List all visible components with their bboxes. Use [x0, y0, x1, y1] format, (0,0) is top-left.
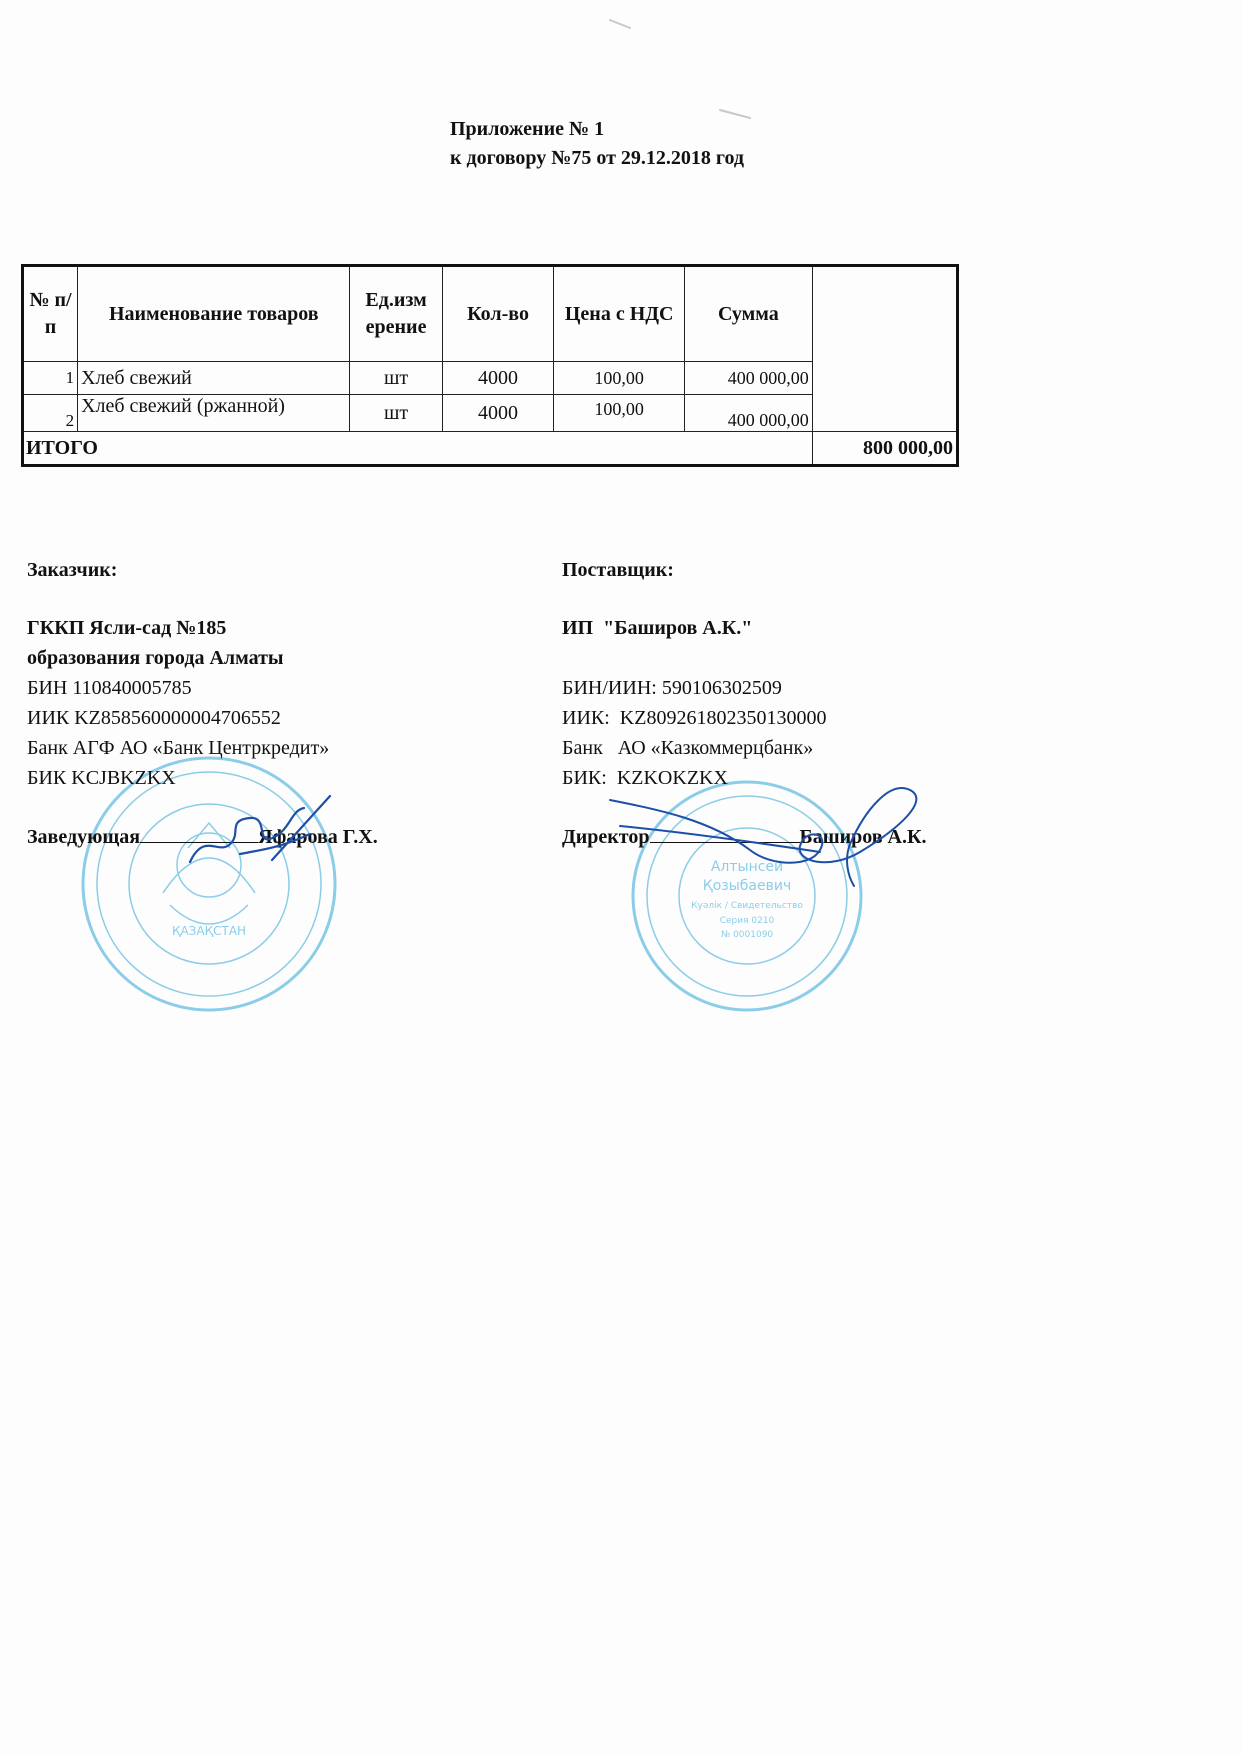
total-label: ИТОГО	[23, 432, 813, 466]
total-row	[23, 432, 958, 466]
row-qty: 4000	[442, 395, 554, 432]
supplier-iik: ИИК: KZ809261802350130000	[562, 707, 827, 729]
supplier-org: ИП "Баширов А.К."	[562, 617, 753, 639]
goods-table	[21, 264, 959, 467]
row-sum: 400 000,00	[684, 362, 812, 395]
scan-artifact-top	[600, 14, 760, 124]
customer-iik: ИИК KZ858560000004706552	[27, 707, 281, 729]
supplier-bik: БИК: KZKOKZKX	[562, 767, 728, 789]
customer-signature-line	[27, 822, 378, 852]
supplier-stamp-line-1: Алтынсей	[710, 859, 784, 875]
table-header-row	[23, 266, 958, 362]
row-unit: шт	[350, 395, 442, 432]
customer-signer-name: Яфарова Г.Х.	[258, 826, 378, 848]
header-sum: Сумма	[684, 266, 812, 362]
customer-signer-title: Заведующая	[27, 826, 141, 848]
header-price: Цена с НДС	[554, 266, 684, 362]
customer-heading: Заказчик:	[27, 559, 118, 581]
header-extra-blank	[812, 266, 957, 432]
supplier-stamp-line-4: Серия 0210	[719, 916, 775, 926]
header-num: № п/п	[23, 266, 78, 362]
header-qty: Кол-во	[442, 266, 554, 362]
supplier-block	[562, 555, 927, 852]
row-unit: шт	[350, 362, 442, 395]
customer-bin: БИН 110840005785	[27, 677, 192, 699]
customer-stamp-text: ҚАЗАҚСТАН	[171, 924, 247, 938]
supplier-signer-name: Баширов А.К.	[799, 826, 927, 848]
customer-org-line2: образования города Алматы	[27, 647, 284, 669]
supplier-signer-title: Директор	[562, 826, 650, 848]
row-name: Хлеб свежий (ржанной)	[78, 395, 350, 432]
customer-org-line1: ГККП Ясли-сад №185	[27, 617, 227, 639]
supplier-heading: Поставщик:	[562, 559, 674, 581]
supplier-bank: Банк АО «Казкоммерцбанк»	[562, 737, 814, 759]
customer-bik: БИК KCJBKZKX	[27, 767, 176, 789]
customer-signature-underline	[140, 824, 258, 843]
row-num: 1	[23, 362, 78, 395]
supplier-bin: БИН/ИИН: 590106302509	[562, 677, 782, 699]
header-unit: Ед.изм ерение	[350, 266, 442, 362]
supplier-signature-underline	[650, 824, 800, 843]
total-sum: 800 000,00	[812, 432, 957, 466]
row-num: 2	[23, 395, 78, 432]
contract-reference: к договору №75 от 29.12.2018 год	[450, 147, 745, 169]
supplier-stamp-line-2: Қозыбаевич	[702, 878, 792, 894]
row-name: Хлеб свежий	[78, 362, 350, 395]
row-price: 100,00	[554, 395, 684, 432]
annex-title: Приложение № 1	[450, 118, 605, 140]
supplier-stamp-line-3: Куәлік / Свидетельство	[691, 901, 803, 911]
supplier-signature-line	[562, 822, 927, 852]
customer-block	[27, 555, 378, 852]
row-price: 100,00	[554, 362, 684, 395]
customer-bank: Банк АГФ АО «Банк Центркредит»	[27, 737, 330, 759]
header-name: Наименование товаров	[78, 266, 350, 362]
supplier-stamp-line-5: № 0001090	[720, 930, 774, 940]
row-qty: 4000	[442, 362, 554, 395]
row-sum: 400 000,00	[684, 395, 812, 432]
